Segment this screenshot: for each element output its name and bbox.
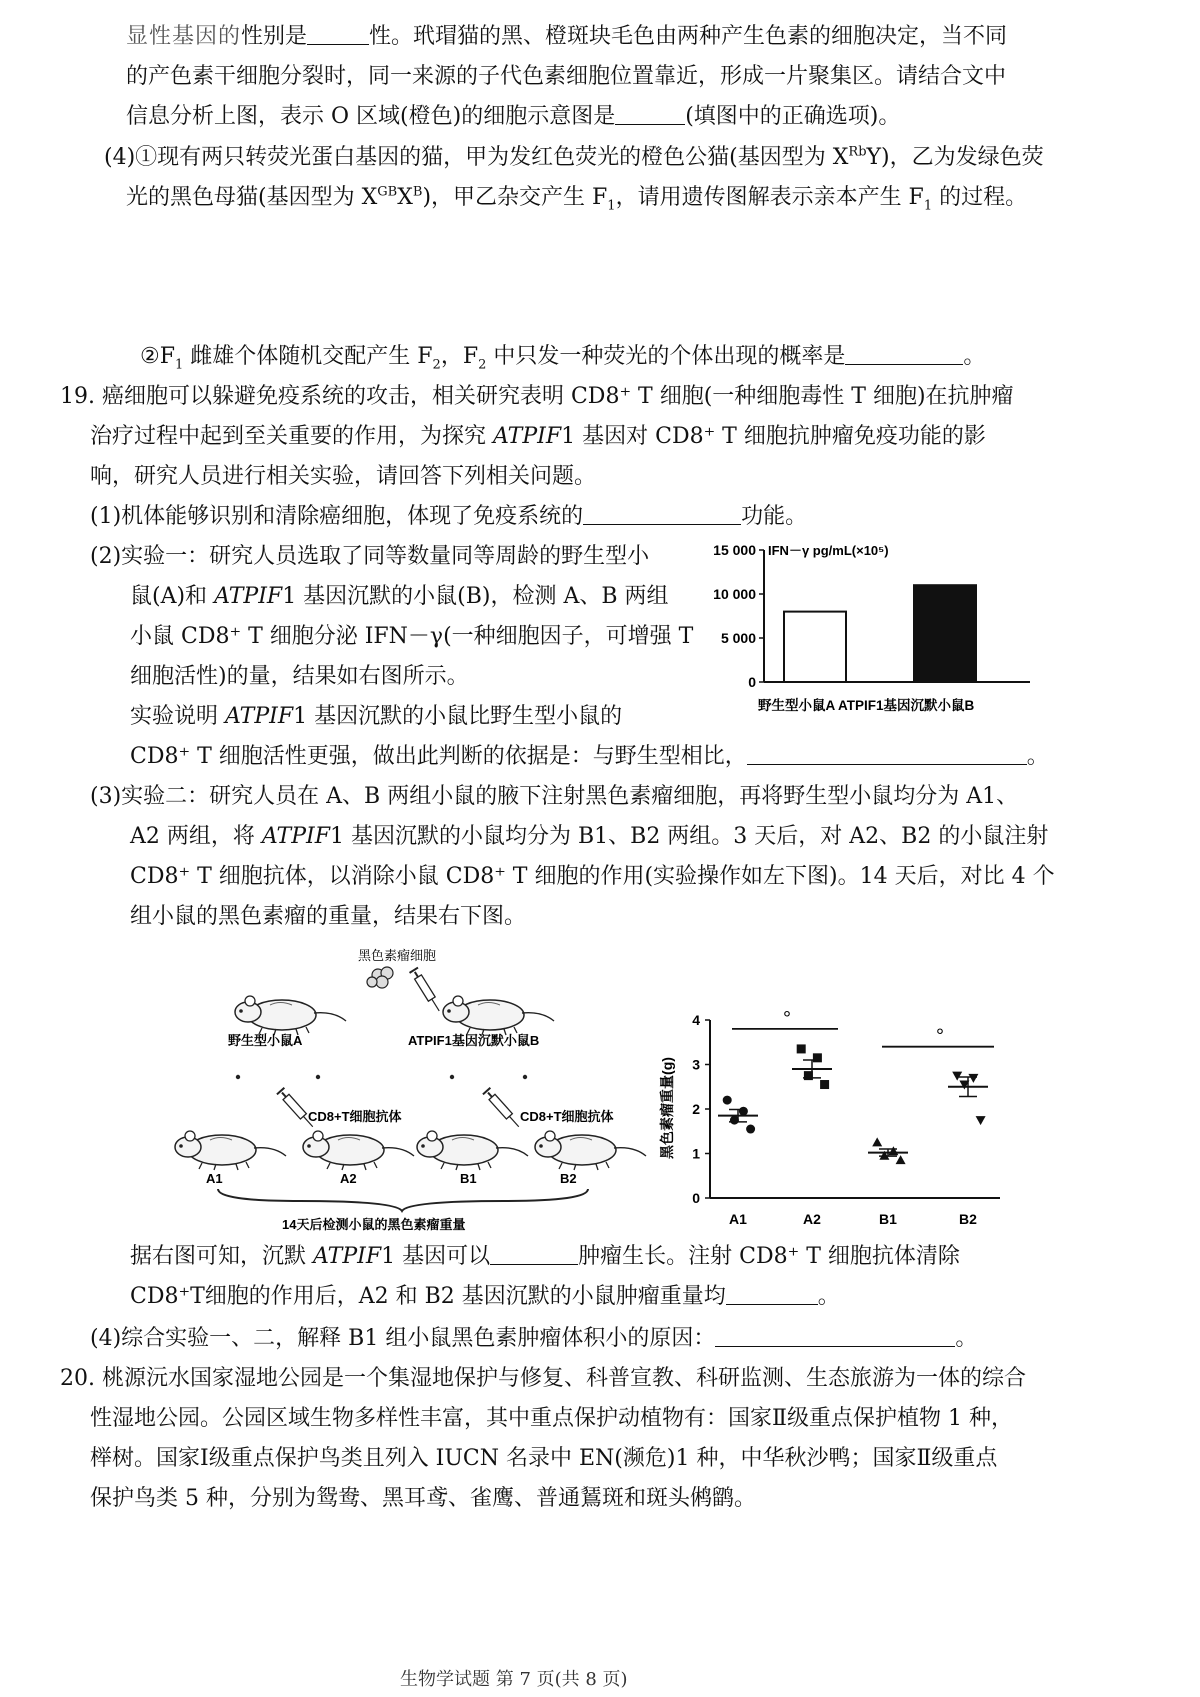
q19-part2-line1: (2)实验一：研究人员选取了同等数量同等周龄的野生型小 [90, 544, 650, 569]
group-brace [218, 1189, 588, 1211]
ifn-gamma-bar-chart [700, 532, 1080, 727]
data-point-b1 [872, 1137, 882, 1146]
q19-part3-line5: 据右图可知，沉默 ATPIF1 基因可以 肿瘤生长。注射 CD8⁺ T 细胞抗体清除 [130, 1244, 960, 1269]
x-tick-label: B2 [959, 1211, 977, 1227]
group-label-b1: B1 [460, 1171, 477, 1186]
q19-part4: (4)综合实验一、二，解释 B1 组小鼠黑色素肿瘤体积小的原因： 。 [90, 1326, 978, 1351]
syringe-icon [410, 968, 444, 1014]
q19-part3-line6: CD8⁺T细胞的作用后，A2 和 B2 基因沉默的小鼠肿瘤重量均 。 [130, 1284, 840, 1309]
experiment-diagram [170, 945, 650, 1235]
data-point-b2 [968, 1074, 978, 1083]
data-point-a1 [746, 1125, 755, 1134]
mouse-a1-icon [175, 1131, 286, 1170]
x-tick-label: A1 [729, 1211, 747, 1227]
q18-part4-2: $②F_1$ 雌雄个体随机交配产生 $F_2$，$F_2$ 中只发一种荧光的个体出现的概率是 。 [140, 344, 986, 373]
group-label-a2: A2 [340, 1171, 357, 1186]
q18-line2: 的产色素干细胞分裂时，同一来源的子代色素细胞位置靠近，形成一片聚集区。请结合文中 [126, 64, 1007, 89]
q19-part1: (1)机体能够识别和清除癌细胞，体现了免疫系统的 功能。 [90, 504, 808, 529]
q18-part4-line1: (4)①现有两只转荧光蛋白基因的猫，甲为发红色荧光的橙色公猫(基因型为 $X^{Rb}Y$)，乙为发绿色荧 [104, 144, 1044, 170]
q18-part4-line2: 光的黑色母猫(基因型为 $X^{GB}X^B$)，甲乙杂交产生 $F_1$，请用遗传图解表示亲本产生 $F_1$ 的过程。 [126, 184, 1028, 214]
q20-line4: 保护鸟类 5 种，分别为鸳鸯、黑耳鸢、雀鹰、普通鵟斑和斑头鸺鹠。 [90, 1486, 756, 1511]
q18-cut-text: 显性基因的 [126, 24, 242, 49]
group-label-a1: A1 [206, 1171, 223, 1186]
y-axis-label: IFN－γ pg/mL(×10⁵) [768, 543, 889, 558]
q19-part2-line5: 实验说明 ATPIF1 基因沉默的小鼠比野生型小鼠的 [130, 704, 623, 729]
y-tick-label: 1 [692, 1145, 700, 1162]
q19-part3-line2: A2 两组，将 ATPIF1 基因沉默的小鼠均分为 B1、B2 两组。3 天后，对 A2、B2 的小鼠注射 [130, 824, 1049, 849]
bar-silenced [914, 585, 976, 682]
q19-part3-line3: CD8⁺ T 细胞抗体，以消除小鼠 CD8⁺ T 细胞的作用(实验操作如左下图)。14 天后，对比 4 个 [130, 864, 1055, 889]
x-tick-label: B1 [879, 1211, 897, 1227]
q20-line3: 榉树。国家Ⅰ级重点保护鸟类且列入 IUCN 名录中 EN(濒危)1 种，中华秋沙鸭；国家Ⅱ级重点 [90, 1446, 998, 1471]
mouse-a2-icon [303, 1131, 414, 1170]
melanoma-weight-chart [650, 1000, 1030, 1240]
answer-blank[interactable] [845, 344, 963, 365]
y-tick-label: 15 000 [713, 542, 756, 558]
data-point-b1 [888, 1146, 898, 1155]
mouse-b2-icon [535, 1131, 646, 1170]
q18-line3: 信息分析上图，表示 O 区域(橙色)的细胞示意图是 (填图中的正确选项)。 [126, 104, 901, 129]
q19-part2-line3: 小鼠 CD8⁺ T 细胞分泌 IFN－γ(一种细胞因子，可增强 T [130, 624, 694, 649]
answer-blank[interactable] [726, 1284, 818, 1305]
split-arrows [236, 1075, 527, 1079]
data-point-a1 [739, 1107, 748, 1116]
mouse-b-icon [443, 996, 554, 1035]
antibody-label-1: CD8+T细胞抗体 [308, 1109, 402, 1124]
q20-line1: 20. 桃源沅水国家湿地公园是一个集湿地保护与修复、科普宣教、科研监测、生态旅游为一体的综合 [60, 1366, 1026, 1391]
data-point-a1 [723, 1096, 732, 1105]
q19-part2-line4: 细胞活性)的量，结果如右图所示。 [130, 664, 469, 689]
q19-part3-line1: (3)实验二：研究人员在 A、B 两组小鼠的腋下注射黑色素瘤细胞，再将野生型小鼠均分为 A1、 [90, 784, 1019, 809]
y-tick-label: 3 [692, 1056, 700, 1073]
significance-mark: ° [783, 1007, 791, 1030]
q19-part2-line6: CD8⁺ T 细胞活性更强，做出此判断的依据是：与野生型相比， 。 [130, 744, 1049, 769]
q19-line3: 响，研究人员进行相关实验，请回答下列相关问题。 [90, 464, 597, 489]
brace-label: 14天后检测小鼠的黑色素瘤重量 [282, 1217, 466, 1232]
data-point-a2 [820, 1080, 829, 1089]
y-axis-label: 黑色素瘤重量(g) [659, 1057, 675, 1159]
tumor-cells-label: 黑色素瘤细胞 [358, 948, 437, 963]
y-tick-label: 0 [692, 1190, 700, 1206]
bar-wild-type [784, 612, 846, 682]
data-point-a2 [797, 1044, 806, 1053]
antibody-label-2: CD8+T细胞抗体 [520, 1109, 614, 1124]
y-tick-label: 2 [692, 1101, 700, 1117]
data-point-b2 [952, 1072, 962, 1081]
y-tick-label: 0 [748, 674, 756, 690]
q19-part2-line2: 鼠(A)和 ATPIF1 基因沉默的小鼠(B)，检测 A、B 两组 [130, 584, 669, 609]
x-tick-label: A2 [803, 1211, 821, 1227]
mouse-a-label: 野生型小鼠A [228, 1033, 303, 1048]
answer-blank[interactable] [307, 24, 369, 45]
mouse-b1-icon [417, 1131, 528, 1170]
q18-line1: 显性基因的性别是 性。玳瑁猫的黑、橙斑块毛色由两种产生色素的细胞决定，当不同 [126, 24, 1008, 49]
data-point-b1 [896, 1155, 906, 1164]
q19-line1: 19. 癌细胞可以躲避免疫系统的攻击，相关研究表明 CD8⁺ T 细胞(一种细胞毒性 T 细胞)在抗肿瘤 [60, 384, 1014, 409]
answer-blank[interactable] [490, 1244, 578, 1265]
data-point-b2 [976, 1116, 986, 1125]
mouse-b-label: ATPIF1基因沉默小鼠B [408, 1033, 540, 1048]
page-footer: 生物学试题 第 7 页(共 8 页) [400, 1669, 628, 1690]
q19-line2: 治疗过程中起到至关重要的作用，为探究 ATPIF1 基因对 CD8⁺ T 细胞抗肿瘤免疫功能的影 [90, 424, 986, 449]
answer-blank[interactable] [747, 744, 1027, 765]
tumor-cells-icon [367, 967, 393, 988]
group-label-b2: B2 [560, 1171, 577, 1186]
y-tick-label: 10 000 [713, 586, 756, 602]
answer-blank[interactable] [715, 1326, 955, 1347]
answer-blank[interactable] [583, 504, 741, 525]
y-tick-label: 4 [692, 1012, 700, 1028]
mouse-a-icon [235, 996, 346, 1035]
y-tick-label: 5 000 [720, 630, 756, 646]
significance-mark: ° [936, 1025, 944, 1048]
answer-blank[interactable] [615, 104, 685, 125]
q19-part3-line4: 组小鼠的黑色素瘤的重量，结果右下图。 [130, 904, 527, 929]
antibody-syringe-icon [483, 1088, 523, 1130]
x-axis-categories: 野生型小鼠A ATPIF1基因沉默小鼠B [758, 698, 975, 713]
q20-line2: 性湿地公园。公园区域生物多样性丰富，其中重点保护动植物有：国家Ⅱ级重点保护植物 1 种， [90, 1406, 1013, 1431]
data-point-a2 [813, 1053, 822, 1062]
